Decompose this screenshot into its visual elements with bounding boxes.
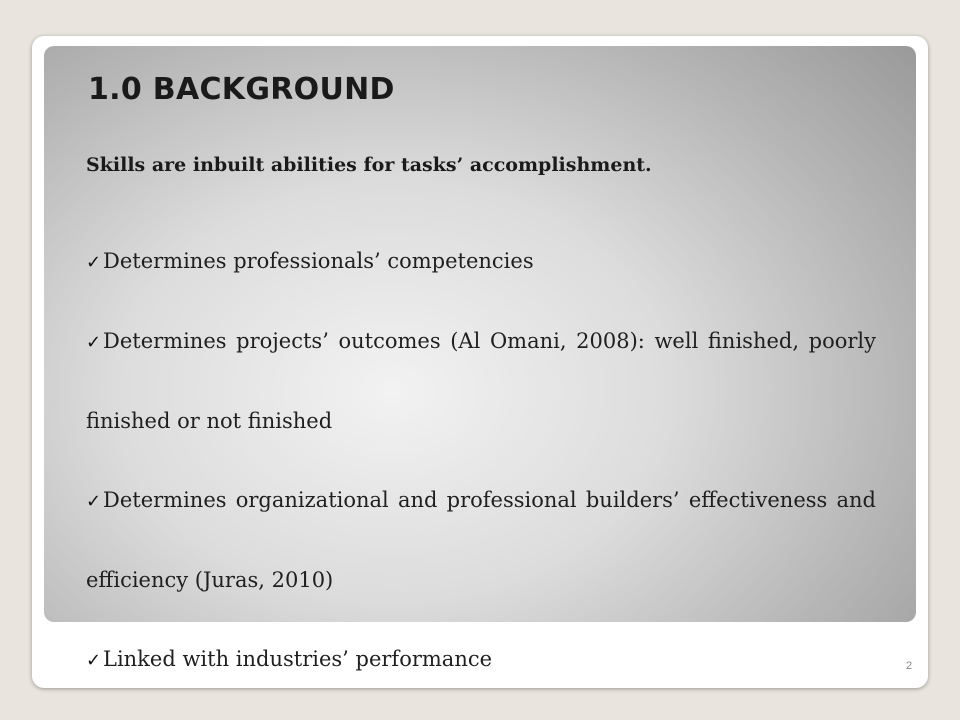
bullet-text: Determines projects’ outcomes (Al Omani, 2008): well finished, poorly finished or not finished <box>86 329 876 433</box>
check-icon: ✓ <box>86 650 102 671</box>
bullet-text: Determines organizational and professional builders’ effectiveness and efficiency (Juras, 2010) <box>86 488 876 592</box>
check-icon: ✓ <box>86 491 102 512</box>
bullet-item <box>86 302 876 461</box>
bullet-text: Linked with industries’ performance <box>103 647 493 671</box>
check-icon: ✓ <box>86 252 102 273</box>
bullet-item <box>86 620 876 700</box>
bullet-text: Determines professionals’ competencies <box>103 249 534 273</box>
check-icon: ✓ <box>86 332 102 353</box>
intro-text: Skills are inbuilt abilities for tasks’ accomplishment. <box>86 154 652 176</box>
page-number: 2 <box>906 660 913 672</box>
bullet-item <box>86 222 876 302</box>
bullet-item <box>86 461 876 620</box>
slide-title: 1.0 BACKGROUND <box>88 72 395 107</box>
slide-content <box>86 150 876 700</box>
